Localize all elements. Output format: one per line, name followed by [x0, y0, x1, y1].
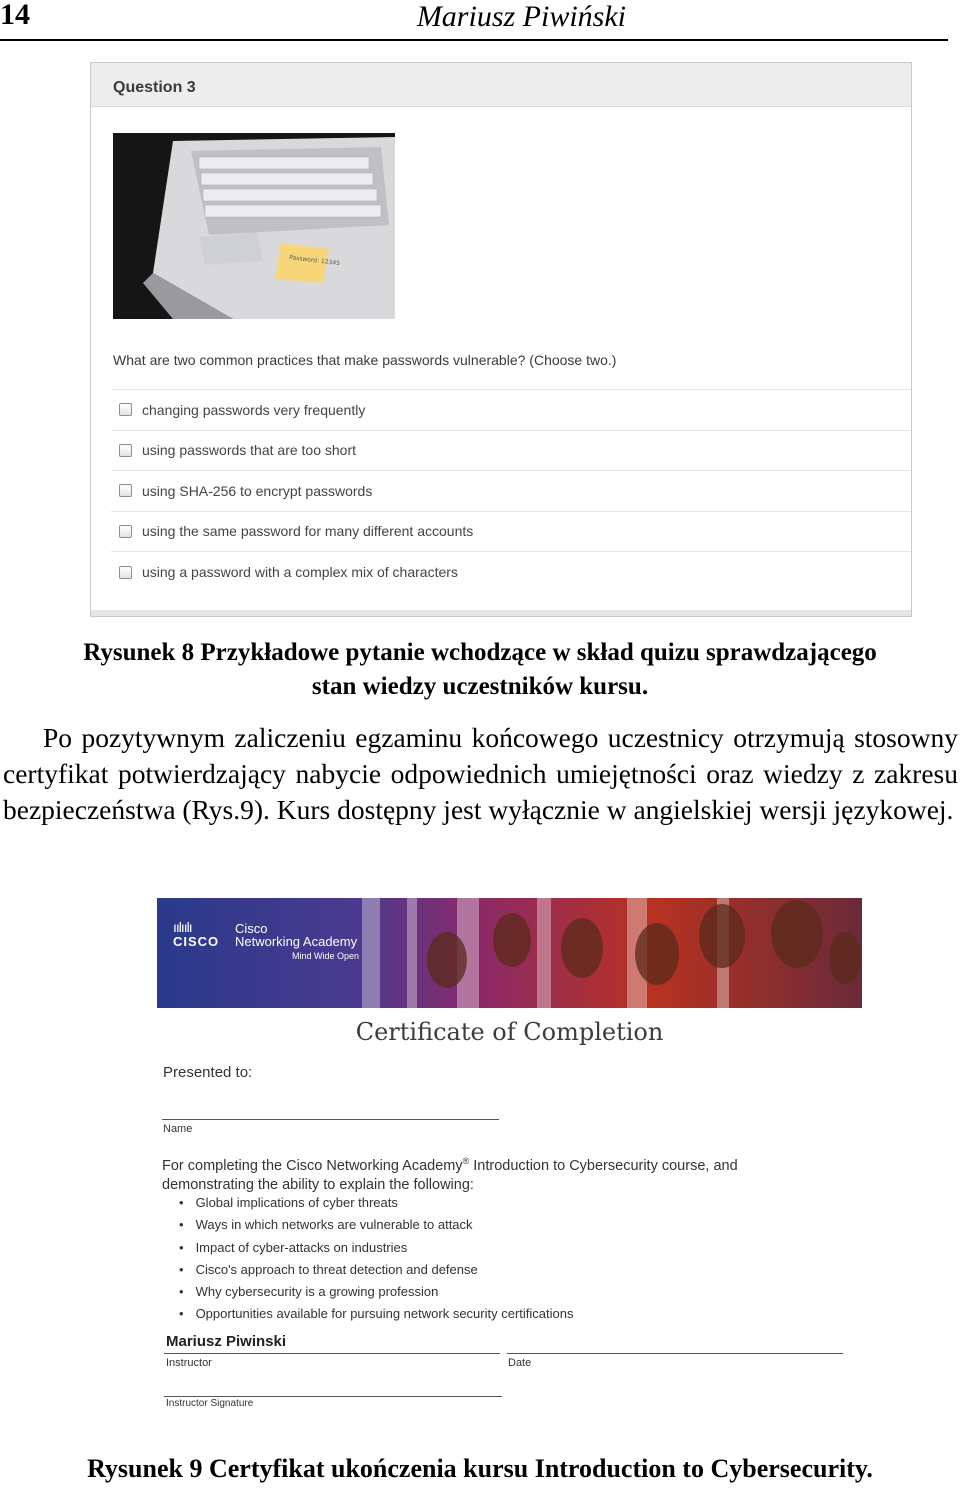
signature-line: [164, 1396, 502, 1397]
answer-option[interactable]: [111, 552, 911, 593]
date-line: [507, 1353, 843, 1354]
academy-tagline: Mind Wide Open: [292, 951, 360, 961]
answer-label: using a password with a complex mix of characters: [142, 564, 458, 581]
answer-checkbox[interactable]: [119, 566, 132, 579]
topic-item: • Cisco's approach to threat detection and defense: [179, 1259, 573, 1281]
answer-label: using the same password for many different accounts: [142, 523, 474, 540]
answer-checkbox[interactable]: [119, 444, 132, 457]
header-rule: [0, 39, 948, 41]
figure-8-caption-line2: stan wiedzy uczestników kursu.: [311, 673, 649, 700]
topic-item: • Global implications of cyber threats: [179, 1192, 573, 1214]
statement-part1: For completing the Cisco Networking Academy: [162, 1157, 463, 1174]
sticky-note-text: Password: 12345: [288, 254, 341, 268]
cisco-wordmark: CISCO: [173, 934, 220, 949]
quiz-question: What are two common practices that make passwords vulnerable? (Choose two.): [113, 352, 617, 368]
answer-checkbox[interactable]: [119, 525, 132, 538]
academy-line1: Cisco: [235, 921, 268, 936]
name-line: [162, 1119, 499, 1120]
topic-item: • Opportunities available for pursuing network security certifications: [179, 1303, 573, 1325]
signature-label: Instructor Signature: [166, 1398, 254, 1409]
figure-8-caption-line1: Rysunek 8 Przykładowe pytanie wchodzące w skład quizu sprawdzającego: [83, 639, 877, 666]
laptop-photo: [113, 133, 395, 319]
answer-option[interactable]: [111, 512, 911, 553]
cisco-logo: [173, 920, 219, 949]
instructor-label: Instructor: [166, 1357, 212, 1369]
certificate: [157, 898, 862, 1418]
laptop-touchpad: [199, 233, 263, 265]
quiz-footer-bar: [91, 610, 911, 616]
topic-item: • Ways in which networks are vulnerable to attack: [179, 1214, 573, 1236]
instructor-name: Mariusz Piwinski: [166, 1333, 287, 1350]
answer-checkbox[interactable]: [119, 484, 132, 497]
name-label: Name: [163, 1123, 193, 1135]
answer-options: [111, 389, 911, 593]
topic-item: • Impact of cyber-attacks on industries: [179, 1237, 573, 1259]
answer-option[interactable]: [111, 471, 911, 512]
cisco-bars-icon: ıılıılı: [173, 919, 192, 935]
answer-label: using SHA-256 to encrypt passwords: [142, 482, 373, 499]
presented-to-label: Presented to:: [163, 1064, 253, 1081]
date-label: Date: [508, 1357, 532, 1369]
page-number: 14: [0, 0, 30, 31]
figure-9-caption: Rysunek 9 Certyfikat ukończenia kursu Introduction to Cybersecurity.: [87, 1454, 873, 1483]
body-paragraph: Po pozytywnym zaliczeniu egzaminu końcowego uczestnicy otrzymują stosowny certyfikat potwierdzający nabycie odpowiednich umiejętności oraz wiedzy z zakresu bezpieczeństwa (Rys.9). Kurs dostępny jest wyłącznie w angielskiej wersji językowej.: [3, 722, 958, 825]
topic-list: [179, 1192, 573, 1326]
topic-item: • Why cybersecurity is a growing profession: [179, 1281, 573, 1303]
academy-line2: Networking Academy: [235, 934, 358, 949]
registered-mark: ®: [462, 1156, 470, 1166]
answer-label: using passwords that are too short: [142, 442, 357, 459]
answer-checkbox[interactable]: [119, 403, 132, 416]
quiz-screenshot: [90, 62, 912, 617]
figure-8-caption: [0, 636, 960, 704]
certificate-statement: [162, 1152, 802, 1195]
certificate-title: Certificate of Completion: [355, 1018, 664, 1046]
running-header-author: Mariusz Piwiński: [416, 0, 626, 33]
statement-part2: Introduction to Cybersecurity course, and demonstrating the ability to explain the following:: [162, 1157, 738, 1193]
quiz-title: Question 3: [91, 63, 911, 107]
instructor-line: [164, 1353, 500, 1354]
networking-academy-logo: [235, 922, 359, 963]
answer-option[interactable]: [111, 390, 911, 431]
answer-label: changing passwords very frequently: [142, 401, 366, 418]
answer-option[interactable]: [111, 431, 911, 472]
